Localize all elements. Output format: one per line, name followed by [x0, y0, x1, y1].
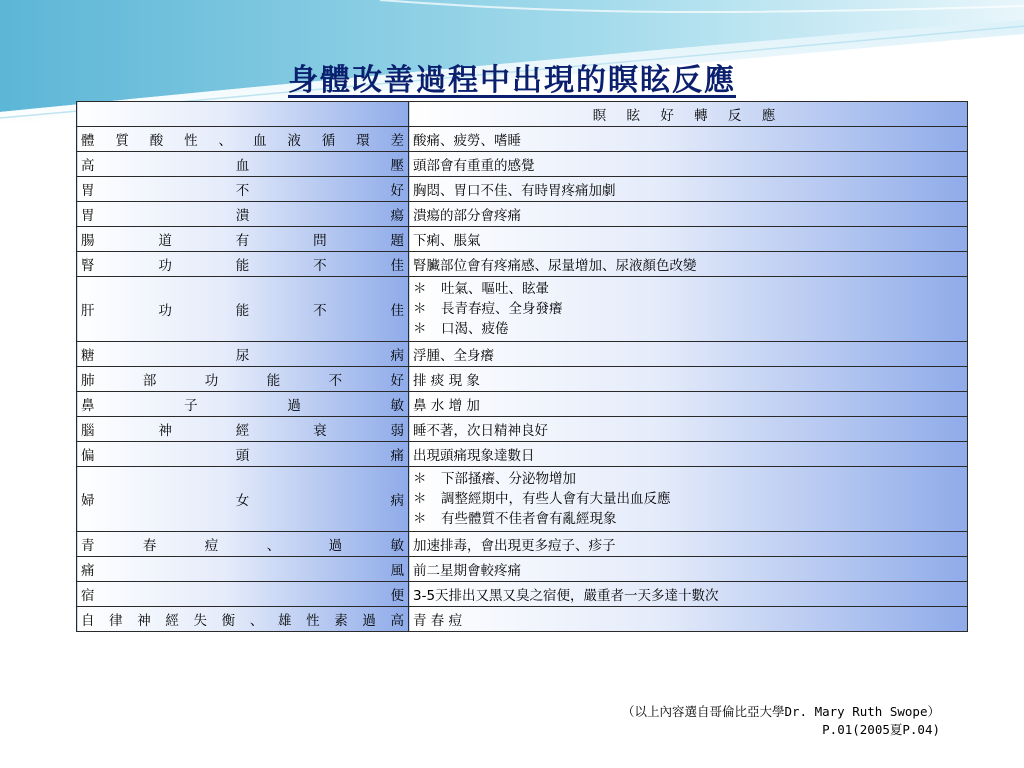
reaction-text: 下部搔癢、分泌物增加 — [441, 471, 576, 487]
condition-cell — [77, 607, 409, 632]
reaction-text: 加速排毒，會出現更多痘子、疹子 — [413, 538, 616, 554]
condition-cell — [77, 202, 409, 227]
reaction-text: 前二星期會較疼痛 — [413, 563, 521, 579]
header-condition-cell — [77, 102, 409, 127]
reaction-text: 下痢、脹氣 — [413, 233, 481, 249]
reaction-list-item — [413, 319, 963, 339]
condition-cell — [77, 227, 409, 252]
table-row — [77, 532, 968, 557]
condition-text: 肺部功能不好 — [81, 373, 404, 389]
condition-cell — [77, 367, 409, 392]
condition-text: 體質酸性、血液循環差 — [81, 133, 404, 149]
table-row — [77, 127, 968, 152]
condition-cell — [77, 252, 409, 277]
table-row — [77, 252, 968, 277]
table-row — [77, 392, 968, 417]
table-header-row — [77, 102, 968, 127]
reaction-text: 睡不著，次日精神良好 — [413, 423, 548, 439]
reaction-text: 吐氣、嘔吐、眩暈 — [441, 281, 549, 297]
condition-text: 自律神經失衡、雄性素過高 — [81, 613, 404, 629]
condition-cell — [77, 557, 409, 582]
reaction-cell — [409, 442, 968, 467]
condition-cell — [77, 177, 409, 202]
reaction-cell — [409, 252, 968, 277]
reaction-cell — [409, 417, 968, 442]
condition-text: 腦神經衰弱 — [81, 423, 404, 439]
condition-cell — [77, 532, 409, 557]
condition-cell — [77, 392, 409, 417]
reaction-cell — [409, 557, 968, 582]
condition-text: 婦女病 — [81, 493, 404, 509]
condition-text: 腸道有問題 — [81, 233, 404, 249]
reaction-cell — [409, 227, 968, 252]
source-line-2: P.01(2005夏P.04) — [822, 722, 940, 737]
reaction-text: 青 春 痘 — [413, 613, 463, 629]
reaction-text: 口渴、疲倦 — [441, 321, 509, 337]
source-line-1: （以上內容選自哥倫比亞大學Dr. Mary Ruth Swope） — [622, 704, 940, 719]
condition-text: 腎功能不佳 — [81, 258, 404, 274]
condition-text: 偏頭痛 — [81, 448, 404, 464]
reaction-cell — [409, 127, 968, 152]
condition-cell — [77, 417, 409, 442]
condition-text: 鼻子過敏 — [81, 398, 404, 414]
condition-text: 青春痘、過敏 — [81, 538, 404, 554]
reaction-text: 腎臟部位會有疼痛感、尿量增加、尿液顏色改變 — [413, 258, 697, 274]
condition-text: 糖尿病 — [81, 348, 404, 364]
table-row — [77, 367, 968, 392]
reaction-cell — [409, 467, 968, 532]
condition-text: 痛風 — [81, 563, 404, 579]
table-row — [77, 152, 968, 177]
reaction-cell — [409, 582, 968, 607]
reaction-cell — [409, 152, 968, 177]
table-row — [77, 607, 968, 632]
reaction-cell — [409, 177, 968, 202]
reaction-list-item — [413, 489, 963, 509]
reaction-cell — [409, 532, 968, 557]
table-row — [77, 557, 968, 582]
table-row — [77, 277, 968, 342]
table-row — [77, 467, 968, 532]
condition-cell — [77, 442, 409, 467]
table-row — [77, 202, 968, 227]
reaction-text: 酸痛、疲勞、嗜睡 — [413, 133, 521, 149]
reaction-list-item — [413, 469, 963, 489]
reaction-text: 胸悶、胃口不佳、有時胃疼痛加劇 — [413, 183, 616, 199]
condition-cell — [77, 582, 409, 607]
source-citation — [622, 703, 940, 739]
table-row — [77, 442, 968, 467]
reaction-cell — [409, 202, 968, 227]
reaction-cell — [409, 277, 968, 342]
reaction-text: 有些體質不佳者會有亂經現象 — [441, 511, 617, 527]
condition-cell — [77, 342, 409, 367]
reaction-list-item — [413, 509, 963, 529]
reaction-cell — [409, 607, 968, 632]
reaction-text: 長青春痘、全身發癢 — [441, 301, 563, 317]
reaction-cell — [409, 342, 968, 367]
reaction-text: 浮腫、全身癢 — [413, 348, 494, 364]
reaction-table — [76, 101, 968, 632]
condition-cell — [77, 467, 409, 532]
table-row — [77, 417, 968, 442]
page-title: 身體改善過程中出現的瞑眩反應 — [288, 63, 736, 98]
reaction-text: 鼻 水 增 加 — [413, 398, 480, 414]
table-row — [77, 177, 968, 202]
condition-text: 胃不好 — [81, 183, 404, 199]
bullet-star: ＊ — [413, 281, 427, 297]
bullet-star: ＊ — [413, 491, 427, 507]
table-row — [77, 582, 968, 607]
bullet-star: ＊ — [413, 471, 427, 487]
reaction-text: 調整經期中，有些人會有大量出血反應 — [441, 491, 671, 507]
reaction-text: 頭部會有重重的感覺 — [413, 158, 535, 174]
table-row — [77, 342, 968, 367]
reaction-text: 潰瘍的部分會疼痛 — [413, 208, 521, 224]
condition-text: 肝功能不佳 — [81, 303, 404, 319]
condition-text: 高血壓 — [81, 158, 404, 174]
reaction-cell — [409, 392, 968, 417]
reaction-text: 出現頭痛現象達數日 — [413, 448, 535, 464]
table-row — [77, 227, 968, 252]
condition-cell — [77, 127, 409, 152]
bullet-star: ＊ — [413, 301, 427, 317]
reaction-cell — [409, 367, 968, 392]
reaction-text: 排 痰 現 象 — [413, 373, 480, 389]
condition-cell — [77, 277, 409, 342]
reaction-list-item — [413, 279, 963, 299]
bullet-star: ＊ — [413, 511, 427, 527]
reaction-list-item — [413, 299, 963, 319]
bullet-star: ＊ — [413, 321, 427, 337]
condition-text: 宿便 — [81, 588, 404, 604]
header-reaction-cell: 瞑 眩 好 轉 反 應 — [409, 102, 968, 127]
reaction-text: 3-5天排出又黑又臭之宿便，嚴重者一天多達十數次 — [413, 588, 719, 604]
condition-text: 胃潰瘍 — [81, 208, 404, 224]
condition-cell — [77, 152, 409, 177]
